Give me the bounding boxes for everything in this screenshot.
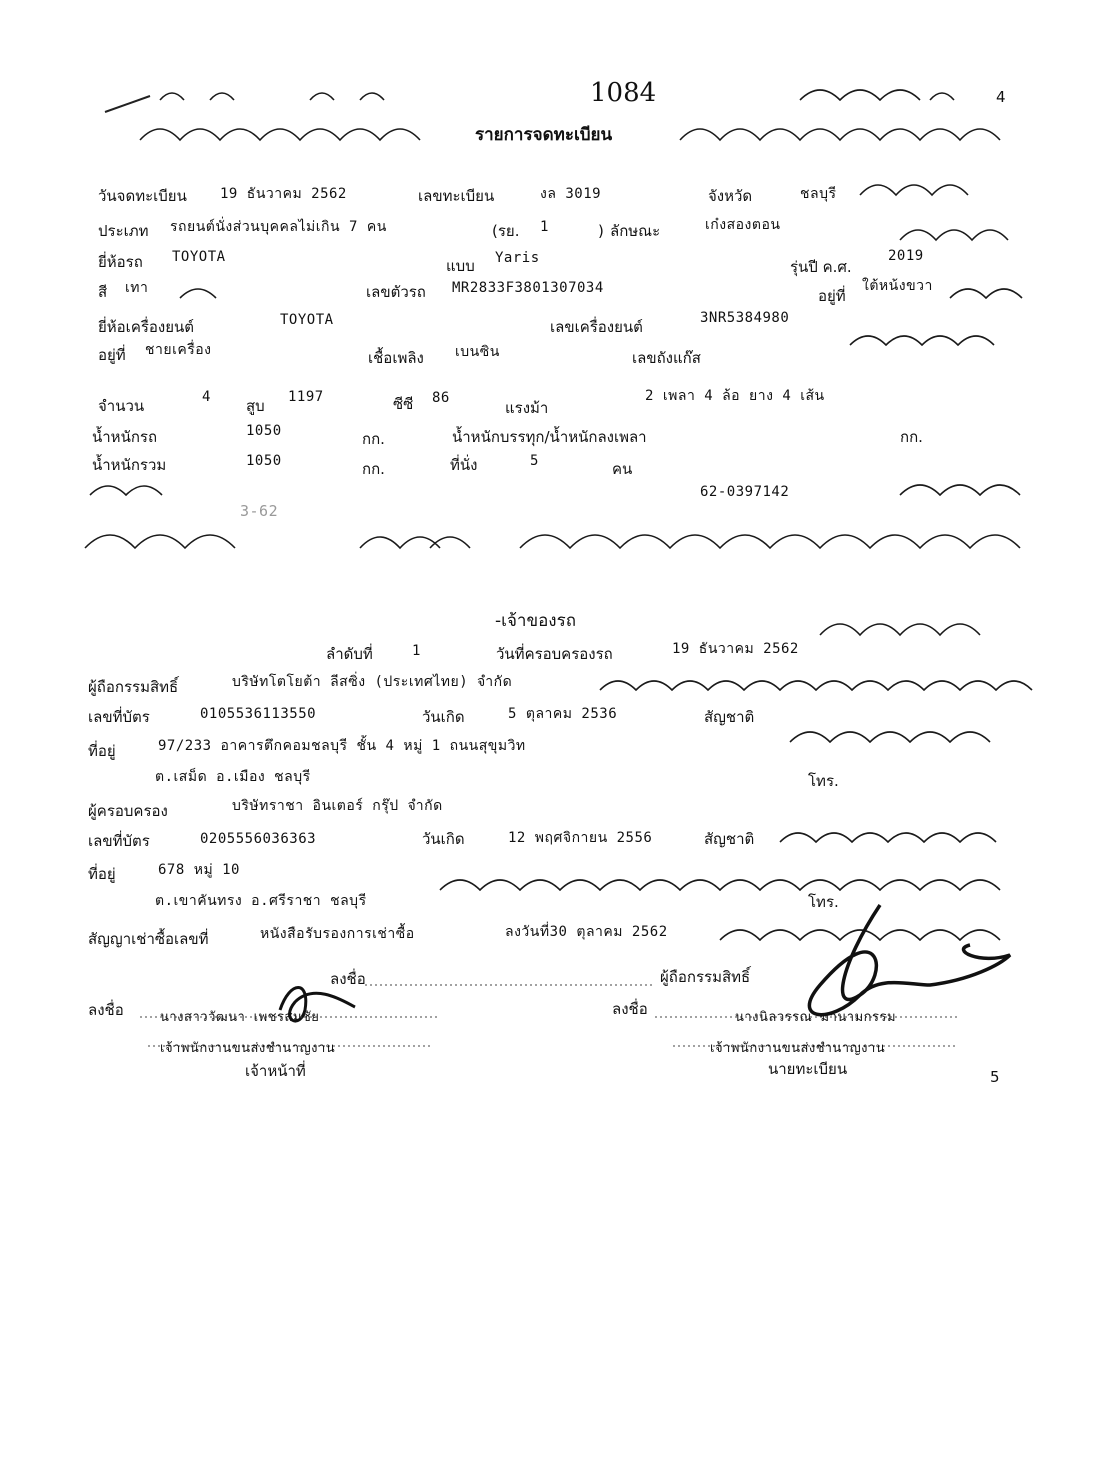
gas-tank-label: เลขถังแก๊ส (632, 349, 701, 367)
hp-label: แรงม้า (505, 399, 549, 417)
fuel-label: เชื้อเพลิง (368, 349, 424, 367)
right-signature (809, 905, 1010, 1015)
possessor-label: ผู้ครอบครอง (88, 802, 168, 820)
addr-label: ที่อยู่ (88, 742, 116, 760)
chassis-label: เลขตัวรถ (366, 283, 426, 301)
sign-label-top: ลงชื่อ (330, 970, 366, 988)
owned-date-label: วันที่ครอบครองรถ (496, 645, 613, 663)
engine-location-label: อยู่ที่ (98, 346, 126, 364)
page-mark: 5 (990, 1068, 1000, 1086)
birth-label: วันเกิด (422, 708, 465, 726)
right-sign-label: ลงชื่อ (612, 1000, 648, 1018)
weight: 1050 (246, 423, 282, 439)
corner-number: 4 (996, 88, 1006, 106)
engine-no-label: เลขเครื่องยนต์ (550, 318, 643, 336)
vehicle-type: รถยนต์นั่งส่วนบุคคลไม่เกิน 7 คน (170, 219, 387, 235)
cc: 86 (432, 390, 450, 406)
holder-birth: 5 ตุลาคม 2536 (508, 706, 618, 722)
holder-name: บริษัทโตโยต้า ลีสซิ่ง (ประเทศไทย) จำกัด (232, 674, 513, 690)
kg-label-1: กก. (362, 430, 385, 448)
holder-signature-label: ผู้ถือกรรมสิทธิ์ (660, 968, 751, 986)
model-label: แบบ (446, 257, 475, 275)
possessor-birth: 12 พฤศจิกายน 2556 (508, 830, 653, 846)
right-signer-name: นางนิลวรรณ มานามกรรม (735, 1010, 897, 1025)
seats-label: ที่นั่ง (450, 456, 478, 474)
reg-no-label: เลขทะเบียน (418, 187, 495, 205)
right-signer-role: เจ้าพนักงานขนส่งชำนาญงาน (710, 1041, 886, 1056)
possessor-name: บริษัทราชา อินเตอร์ กรุ๊ป จำกัด (232, 798, 443, 814)
nationality-label: สัญชาติ (704, 708, 755, 726)
id-label: เลขที่บัตร (88, 708, 150, 726)
possessor-id: 0205556036363 (200, 831, 317, 847)
possessor-address-line2: ต.เขาคันทรง อ.ศรีราชา ชลบุรี (155, 893, 367, 909)
reg-no: งล 3019 (540, 186, 602, 202)
addr2-label: ที่อยู่ (88, 865, 116, 883)
owner-section-title: -เจ้าของรถ (495, 611, 577, 631)
axles: 2 เพลา 4 ล้อ ยาง 4 เส้น (645, 388, 825, 404)
engine-brand-label: ยี่ห้อเครื่องยนต์ (98, 318, 195, 336)
left-signer-name: นางสาววัฒนา เพชรสมชัย (160, 1010, 320, 1025)
chassis-number: MR2833F3801307034 (452, 280, 604, 296)
seq-label: ลำดับที่ (326, 645, 373, 663)
total-weight: 1050 (246, 453, 282, 469)
engine-location: ชายเครื่อง (145, 342, 212, 358)
engine-number: 3NR5384980 (700, 310, 790, 326)
engine-brand: TOYOTA (280, 312, 334, 328)
province-label: จังหวัด (708, 187, 753, 205)
possessor-address-line1: 678 หมู่ 10 (158, 862, 240, 878)
kg-label-3: กก. (362, 460, 385, 478)
load-label: น้ำหนักบรรทุก/น้ำหนักลงเพลา (452, 428, 647, 446)
ry-value: 1 (540, 219, 549, 235)
ry-open: (รย. (492, 222, 520, 240)
reg-date-label: วันจดทะเบียน (98, 187, 187, 205)
color-label: สี (98, 283, 108, 301)
chassis-location-label: อยู่ที่ (818, 287, 846, 305)
type-label: ประเภท (98, 222, 149, 240)
seq: 1 (412, 643, 421, 659)
brand-label: ยี่ห้อรถ (98, 253, 143, 271)
owned-date: 19 ธันวาคม 2562 (672, 641, 799, 657)
year: 2019 (888, 248, 924, 264)
cc-label: ซีซี (393, 395, 414, 413)
id2-label: เลขที่บัตร (88, 832, 150, 850)
total-weight-label: น้ำหนักรวม (92, 456, 167, 474)
handwritten-number: 1084 (590, 78, 657, 108)
piston-label: สูบ (246, 397, 265, 415)
cylinders: 4 (202, 389, 211, 405)
page-title: รายการจดทะเบียน (475, 125, 613, 145)
body-label: ลักษณะ (610, 222, 661, 240)
holder-address-line2: ต.เสม็ด อ.เมือง ชลบุรี (155, 769, 311, 785)
tel-label: โทร. (808, 772, 839, 790)
ry-close: ) (598, 222, 604, 240)
color: เทา (125, 280, 149, 296)
model: Yaris (495, 250, 540, 266)
brand: TOYOTA (172, 249, 226, 265)
nationality2-label: สัญชาติ (704, 830, 755, 848)
contract-date: ลงวันที่30 ตุลาคม 2562 (505, 924, 668, 940)
seats: 5 (530, 453, 539, 469)
province: ชลบุรี (800, 186, 837, 202)
year-label: รุ่นปี ค.ศ. (790, 258, 852, 276)
reg-date: 19 ธันวาคม 2562 (220, 186, 347, 202)
piston: 1197 (288, 389, 324, 405)
left-sign-label: ลงชื่อ (88, 1001, 124, 1019)
kg-label-2: กก. (900, 428, 923, 446)
fuel: เบนซิน (455, 344, 500, 360)
holder-id: 0105536113550 (200, 706, 317, 722)
contract-number: หนังสือรับรองการเช่าซื้อ (260, 926, 415, 942)
persons-label: คน (612, 460, 633, 478)
faint-stamp: 3-62 (240, 502, 279, 520)
left-signer-role: เจ้าพนักงานขนส่งชำนาญงาน (160, 1041, 336, 1056)
weight-label: น้ำหนักรถ (92, 428, 158, 446)
right-signer-title: นายทะเบียน (768, 1060, 848, 1078)
holder-label: ผู้ถือกรรมสิทธิ์ (88, 678, 179, 696)
body-style: เก๋งสองตอน (705, 217, 781, 233)
tel2-label: โทร. (808, 893, 839, 911)
reference-number: 62-0397142 (700, 484, 790, 500)
holder-address-line1: 97/233 อาคารตึกคอมชลบุรี ชั้น 4 หมู่ 1 ถนนสุขุมวิท (158, 738, 526, 754)
cylinders-label: จำนวน (98, 397, 145, 415)
left-signer-title: เจ้าหน้าที่ (245, 1062, 306, 1080)
chassis-location: ใต้หน้งขวา (862, 278, 933, 294)
birth2-label: วันเกิด (422, 830, 465, 848)
contract-label: สัญญาเช่าซื้อเลขที่ (88, 930, 209, 948)
